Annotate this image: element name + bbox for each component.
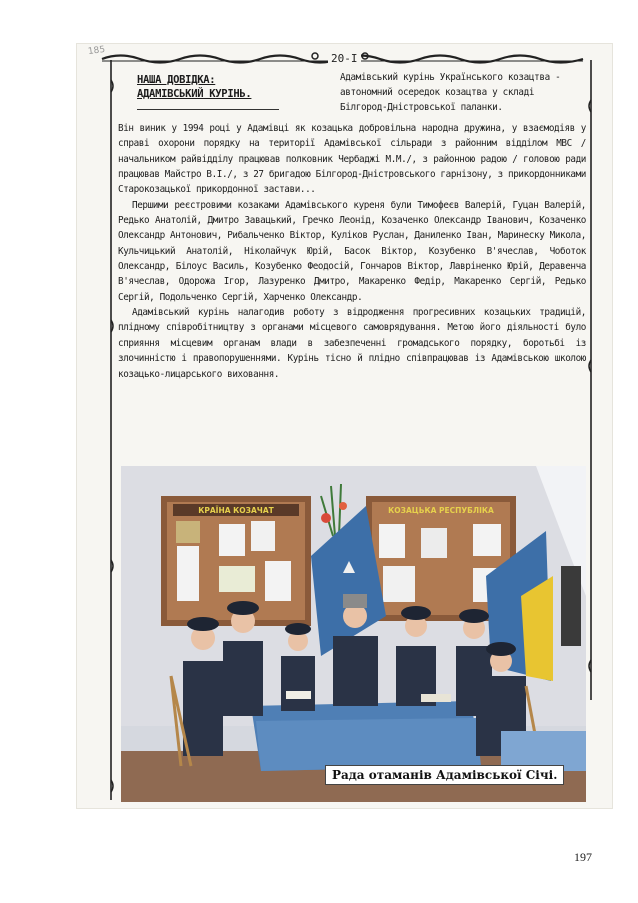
ornamental-border-right — [586, 60, 596, 700]
ornamental-border-left — [106, 60, 116, 800]
paragraph-2: Першими реєстровими козаками Адамівського куреня були Тимофеєв Валерій, Гуцан Валерій, Редько Анатолій, Дмитро Завацький, Гречко Леонід, Козаченко Олександр Іванович, Козаченко Олександр Антонович, Рибальченко Віктор, Куліков Руслан, Даниленко Іван, Маринеску Микола, Кульчицький Анатолій, Ніколайчук Юрій, Басок Віктор, Козубенко В'ячеслав, Чоботок Олександр, Білоус Василь, Козубенко Феодосій, Гончаров Віктор, Лавріненко Юрій, Деравенча В'ячеслав, Одорожа Ігор, Лазуренко Дмитро, Макаренко Федір, Макаренко Сергій, Редько Сергій, Подольченко Сергій, Харченко Олександр. — [118, 199, 586, 303]
photo-caption: Рада отаманів Адамівської Січі. — [325, 765, 564, 785]
group-photo — [121, 466, 586, 802]
paragraph-1: Він виник у 1994 році у Адамівці як козацька добровільна народна дружина, у взаємодіяв у справі охорони порядку на території Адамівської сільради з районним відділом МВС /начальником райвідділу працював полковник Чербаджі М.М./, з районною радою / головою ради працював Майстро В.І./, з 27 бригадою Білгород-Дністровського гарнізону, з прикордонниками Старокозацької прикордонної застави... — [118, 123, 586, 196]
intro-text: Адамівський курінь Українського козацтва - автономний осередок козацтва у складі Білгород-Дністровської паланки. — [340, 72, 561, 113]
typed-body — [118, 121, 586, 382]
photo-illustration — [121, 466, 586, 802]
page-label: 20-I — [328, 52, 361, 65]
board-left-title: КРАЇНА КОЗАЧАТ — [198, 506, 274, 515]
heading-line-1: НАША ДОВІДКА: — [137, 74, 216, 86]
page-number: 197 — [574, 850, 592, 864]
paragraph-3: Адамівський курінь налагодив роботу з відродження прогресивних козацьких традицій, плідному співробітництву з органами місцевого самоврядування. Метою його діяльності було сприяння місцевим органам влади в забезпеченні громадського порядку, боротьбі із злочинністю і правопорушеннями. Курінь тісно й плідно співпрацював із Адамівською школою козацько-лицарського виховання. — [118, 307, 586, 380]
corner-mark: 185 — [87, 44, 106, 58]
heading-line-2: АДАМІВСЬКИЙ КУРІНЬ. — [137, 88, 252, 100]
board-right-title: КОЗАЦЬКА РЕСПУБЛІКА — [388, 506, 494, 515]
heading-block — [137, 73, 279, 110]
